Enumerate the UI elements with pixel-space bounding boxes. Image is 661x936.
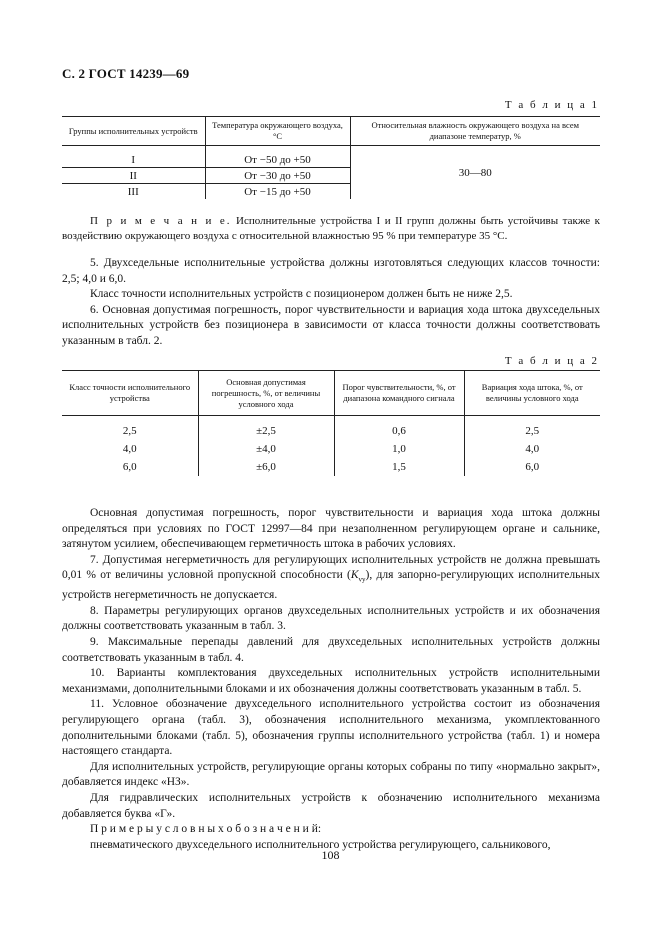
page-number: 108 — [321, 848, 340, 862]
table2-cell: 1,0 — [334, 440, 464, 458]
table2-header-error: Основная допустимая погрешность, %, от величины условного хода — [198, 371, 334, 416]
table1-group: I — [62, 152, 205, 168]
table-row — [62, 416, 600, 441]
paragraph: пневматического двухседельного исполнительного устройства регулирующего, сальникового, — [90, 838, 551, 851]
paragraph: Для исполнительных устройств, регулирующие органы которых собраны по типу «нормально закрыт», добавляется индекс «НЗ». — [62, 760, 600, 789]
paragraph-part: 7. Допустимая негерметичность для регулирующих исполнительных устройств не должна превышать 0,01 % от величины условной пропускной способности ( — [62, 553, 600, 582]
table2-header-threshold: Порог чувствительности, %, от диапазона командного сигнала — [334, 371, 464, 416]
table1-header-row — [62, 117, 600, 146]
table2-cell: 4,0 — [464, 440, 600, 458]
paragraph: 10. Варианты комплектования двухседельных исполнительных устройств исполнительными механизмами, дополнительными блоками и их обозначения должны соответствовать указанным в табл. 5. — [62, 667, 600, 695]
paragraph: 5. Двухседельные исполнительные устройства должны изготовляться следующих классов точности: 2,5; 4,0 и 6,0. — [62, 257, 600, 285]
table2-cell: 4,0 — [122, 443, 137, 455]
text-block-a — [62, 256, 600, 350]
paragraph: П р и м е р ы у с л о в н ы х о б о з н а ч е н и й: — [90, 823, 322, 836]
paragraph: Класс точности исполнительных устройств с позиционером должен быть не ниже 2,5. — [90, 288, 513, 301]
paragraph: 8. Параметры регулирующих органов двухседельных исполнительных устройств и их обозначения должны соответствовать указанным в табл. 3. — [62, 604, 600, 633]
table1-temp: От −15 до +50 — [205, 184, 350, 200]
paragraph — [62, 553, 600, 604]
table1-caption: Т а б л и ц а 1 — [504, 99, 599, 111]
table2-header-class: Класс точности исполнительного устройства — [62, 371, 198, 416]
table-row — [62, 458, 600, 476]
table2-cell: 0,6 — [334, 416, 464, 441]
table1-temp: От −30 до +50 — [205, 168, 350, 184]
table2-header-variation: Вариация хода штока, %, от величины условного хода — [464, 371, 600, 416]
paragraph: Основная допустимая погрешность, порог чувствительности и вариация хода штока должны определяться при условиях по ГОСТ 12997—84 при незаполненном регулирующем органе и сальнике, затянутом усилием, обеспечивающем герметичность штока в рабочих условиях. — [62, 507, 600, 551]
table2-cell: ±4,0 — [198, 440, 334, 458]
table2-caption: Т а б л и ц а 2 — [504, 355, 599, 367]
table1-temp: От −50 до +50 — [205, 152, 350, 168]
paragraph: Для гидравлических исполнительных устройств к обозначению исполнительного механизма добавляется буква «Г». — [62, 791, 600, 820]
paragraph: 6. Основная допустимая погрешность, порог чувствительности и вариация хода штока двухседельных исполнительных устройств без позиционера в зависимости от класса точности должны соответствовать указанным в табл. 2. — [62, 303, 600, 347]
table1-header-humidity: Относительная влажность окружающего воздуха на всем диапазоне температур, % — [350, 117, 600, 146]
paragraph: 11. Условное обозначение двухседельного исполнительного устройства состоит из обозначения регулирующего органа (табл. 3), обозначения исполнительного механизма, укомплектованного дополнительными блоками (табл. 5), обозначения группы исполнительного устройства (табл. 1) и номера настоящего стандарта. — [62, 698, 600, 758]
text-block-b — [62, 506, 600, 853]
table2-cell: 1,5 — [334, 458, 464, 476]
table2-cell: 2,5 — [122, 425, 137, 437]
page-header: С. 2 ГОСТ 14239—69 — [62, 66, 190, 81]
table1-humidity-cell: 30—80 — [350, 146, 600, 200]
table2-cell: 6,0 — [122, 461, 137, 473]
table2-cell: ±6,0 — [198, 458, 334, 476]
kvy-subscript: vy — [358, 575, 366, 584]
table1-header-group: Группы исполнительных устройств — [62, 117, 205, 146]
table2 — [62, 370, 600, 476]
table1-header-temp: Температура окружающего воздуха, °С — [205, 117, 350, 146]
table2-cell: ±2,5 — [198, 416, 334, 441]
table2-cell: 6,0 — [464, 458, 600, 476]
note-label: П р и м е ч а н и е. — [90, 215, 232, 227]
paragraph-part: ), для запорно-регулирующих исполнительных устройств негерметичность не допускается. — [62, 569, 601, 602]
table-row — [62, 440, 600, 458]
table1-group: III — [127, 185, 139, 198]
table2-cell: 2,5 — [464, 416, 600, 441]
table1-group: II — [62, 168, 205, 184]
kvy-symbol: K — [350, 569, 359, 582]
paragraph: 9. Максимальные перепады давлений для двухседельных исполнительных устройств должны соответствовать указанным в табл. 4. — [62, 636, 600, 664]
table2-header-row — [62, 371, 600, 416]
note-block — [62, 214, 600, 243]
table1 — [62, 116, 600, 199]
note-text: Исполнительные устройства I и II групп должны быть устойчивы также к воздействию окружающего воздуха с относительной влажностью 95 % при температуре 35 °С. — [62, 215, 601, 242]
